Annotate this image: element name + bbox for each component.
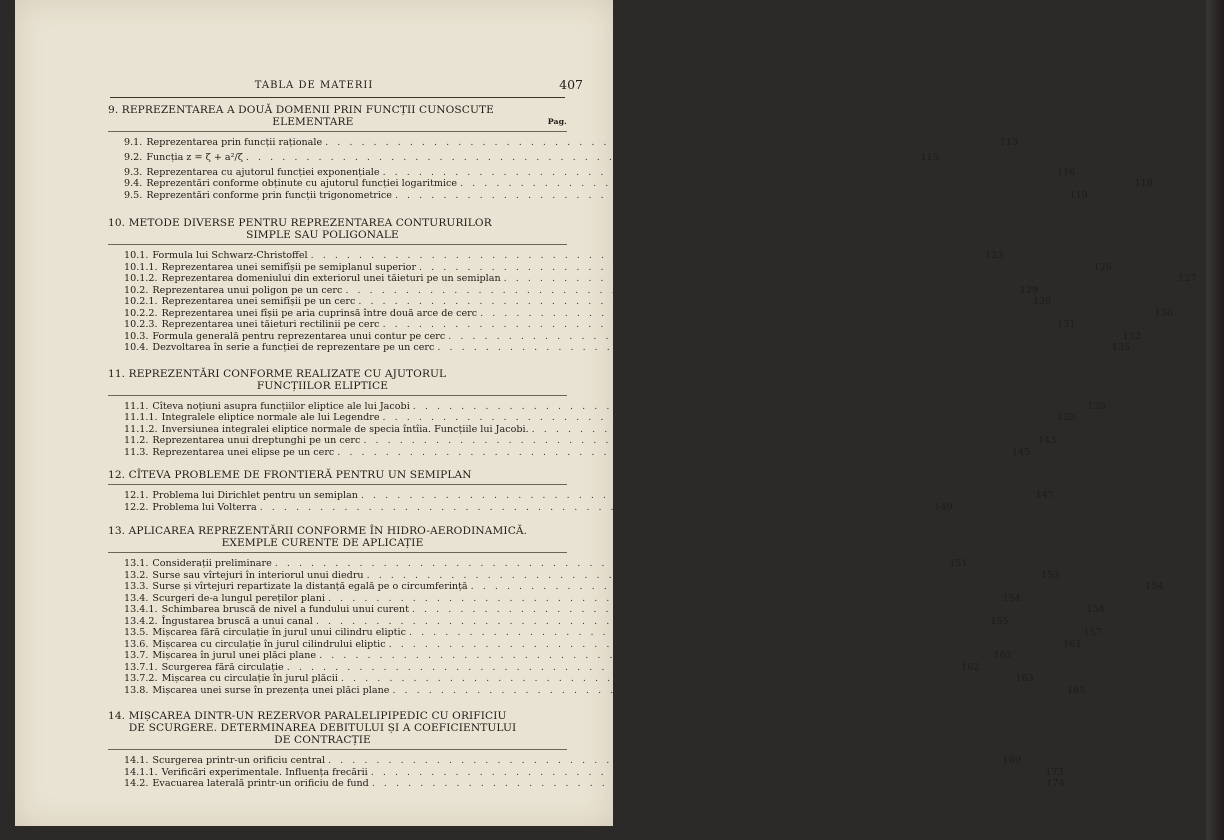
- entry-page: 143: [1037, 435, 1057, 446]
- dot-leader: . . . . . . . . . . . . . . . . . . . . . . . . . . . . . . . . . . . . . . . . . . . . . . . . . . . . . . . .: [382, 166, 1055, 178]
- entry-number: 10.3.: [124, 330, 149, 342]
- dot-leader: . . . . . . . . . . . . . . . . . . . . . . . . . . . . . . . . . . . . . . . . . . . . . . . . . . . . . . . .: [480, 307, 1152, 319]
- toc-section-12: [108, 469, 1054, 513]
- dot-leader: . . . . . . . . . . . . . . . . . . . . . . . . . . . . . . . . . . . . . . . . . . . . . . . . . . . . . . . .: [319, 650, 991, 661]
- section-title-line: DE CONTRACȚIE: [274, 734, 371, 746]
- entry-page: 165: [1066, 684, 1086, 696]
- entry-title: Mișcarea cu circulație în jurul cilindrului eliptic: [152, 638, 386, 650]
- dot-leader: . . . . . . . . . . . . . . . . . . . . . . . . . . . . . . . . . . . . . . . . . . . . . . . . . . . . . . . .: [370, 766, 1043, 778]
- toc-entry: [108, 650, 1012, 662]
- toc-section-9: [108, 104, 1153, 201]
- entry-title: Reprezentarea unui dreptunghi pe un cerc: [152, 435, 361, 446]
- entry-title: Verificări experimentale. Influența frecării: [161, 766, 368, 778]
- entry-page: 126: [1093, 261, 1112, 273]
- section-title-line: 11. REPREZENTĂRI CONFORME REALIZATE CU AJUTORUL: [108, 367, 447, 380]
- toc-entry: [108, 501, 953, 514]
- entry-number: 12.2.: [124, 501, 149, 513]
- dot-leader: . . . . . . . . . . . . . . . . . . . . . . . . . . . . . . . . . . . . . . . . . . . . . . . . . . . . . . . .: [419, 261, 1091, 273]
- entry-page: 113: [999, 137, 1018, 148]
- dot-leader: . . . . . . . . . . . . . . . . . . . . . . . . . . . . . . . . . . . . . . . . . . . . . . . . . . . . . . . .: [340, 673, 1013, 684]
- table-of-contents: [108, 104, 1204, 801]
- entry-title: Scurgerea fără circulație: [161, 661, 284, 673]
- section-rule: [108, 395, 567, 396]
- entry-number: 14.1.1.: [124, 766, 158, 778]
- entry-title: Reprezentarea unei semifîșii pe un cerc: [161, 296, 356, 307]
- entry-number: 13.6.: [124, 638, 149, 650]
- toc-entry: [108, 137, 1018, 149]
- toc-entry: [108, 490, 1054, 502]
- page-number: 407: [559, 77, 583, 92]
- section-rule: [108, 552, 567, 553]
- section-rule: [108, 749, 567, 750]
- entry-number: 10.1.2.: [124, 273, 158, 284]
- toc-entry: [108, 400, 1106, 413]
- entry-page: 130: [1154, 307, 1173, 319]
- entry-page: 145: [1011, 446, 1031, 458]
- dot-leader: . . . . . . . . . . . . . . . . . . . . . . . . . . . . . . . . . . . . . . . . . . . . . . . . . . . . . . . .: [363, 435, 1035, 446]
- toc-entry: [108, 307, 1173, 320]
- entry-page: 130: [1032, 296, 1052, 307]
- entry-title: Evacuarea laterală printr-un orificiu de fund: [152, 778, 369, 789]
- toc-entry: [108, 661, 980, 674]
- toc-entry: [108, 684, 1086, 697]
- toc-section-13: [108, 525, 1164, 696]
- section-title-line: EXEMPLE CURENTE DE APLICAȚIE: [221, 537, 424, 549]
- dot-leader: . . . . . . . . . . . . . . . . . . . . . . . . . . . . . . . . . . . . . . . . . . . . . . . . . . . . . . . .: [411, 604, 1084, 615]
- entry-page: 129: [1019, 284, 1039, 296]
- entry-number: 11.3.: [124, 446, 149, 458]
- toc-section-14: [108, 710, 1065, 790]
- section-rule: [108, 484, 567, 485]
- entry-title: Mișcarea fără circulație în jurul unui cilindru eliptic: [152, 627, 406, 638]
- entry-number: 10.2.2.: [124, 307, 158, 319]
- toc-entry: [108, 581, 1164, 593]
- toc-entry: [108, 284, 1039, 297]
- entry-page: 154: [1086, 604, 1105, 615]
- dot-leader: . . . . . . . . . . . . . . . . . . . . . . . . . . . . . . . . . . . . . . . . . . . . . . . . . . . . . . . .: [360, 490, 1033, 501]
- entry-page: 169: [1002, 755, 1021, 766]
- entry-title: Problema lui Volterra: [152, 501, 257, 513]
- dot-leader: . . . . . . . . . . . . . . . . . . . . . . . . . . . . . . . . . . . . . . . . . . . . . . . . . . . . . . . .: [382, 412, 1055, 423]
- entry-page: 147: [1035, 490, 1054, 501]
- section-title-line: ELEMENTARE: [272, 116, 354, 128]
- entry-page: 155: [990, 615, 1009, 627]
- dot-leader: . . . . . . . . . . . . . . . . . . . . . . . . . . . . . . . . . . . . . . . . . . . . . . . . . . . . . . . .: [460, 178, 1132, 189]
- entry-title: Cîteva noțiuni asupra funcțiilor eliptice ale lui Jacobi: [152, 400, 410, 412]
- entry-page: 173: [1045, 766, 1064, 778]
- entry-title: Schimbarea bruscă de nivel a fundului unui curent: [161, 604, 409, 615]
- entry-page: 154: [1145, 581, 1164, 592]
- section-title: [108, 469, 567, 481]
- toc-entry: [108, 627, 1102, 639]
- toc-entry: [108, 446, 1031, 459]
- dot-leader: . . . . . . . . . . . . . . . . . . . . . . . . . . . . . . . . . . . . . . . . . . . . . . . . . . . . . . . .: [315, 615, 988, 627]
- entry-page: 161: [1063, 638, 1082, 650]
- section-title: [108, 104, 567, 128]
- entry-number: 9.5.: [124, 189, 143, 201]
- dot-leader: . . . . . . . . . . . . . . . . . . . . . . . . . . . . . . . . . . . . . . . . . . . . . . . . . . . . . . . .: [388, 638, 1061, 650]
- entry-number: 10.4.: [124, 342, 149, 353]
- entry-number: 14.1.: [124, 755, 149, 766]
- entry-title: Problema lui Dirichlet pentru un semiplan: [152, 490, 358, 501]
- toc-entry: [108, 149, 939, 167]
- book-spine-edge: [1206, 0, 1224, 840]
- entry-number: 13.7.2.: [124, 673, 158, 684]
- dot-leader: . . . . . . . . . . . . . . . . . . . . . . . . . . . . . . . . . . . . . . . . . . . . . . . . . . . . . . . .: [371, 778, 1044, 789]
- entry-number: 11.1.2.: [124, 423, 158, 435]
- entry-number: 13.2.: [124, 569, 149, 581]
- section-title: [108, 368, 567, 392]
- dot-leader: . . . . . . . . . . . . . . . . . . . . . . . . . . . . . . . . . . . . . . . . . . . . . . . . . . . . . . . .: [448, 330, 1120, 342]
- toc-entry: [108, 261, 1112, 274]
- section-title: [108, 710, 567, 746]
- entry-number: 11.2.: [124, 435, 149, 446]
- entry-page: 123: [985, 250, 1004, 261]
- entry-title: Mișcarea în jurul unei plăci plane: [152, 650, 317, 661]
- entry-number: 13.5.: [124, 627, 149, 638]
- entry-title: Inversiunea integralei eliptice normale de specia întîia. Funcțiile lui Jacobi.: [161, 423, 529, 435]
- pag-column-label: Pag.: [547, 117, 567, 126]
- entry-number: 11.1.: [124, 400, 149, 412]
- entry-page: 149: [934, 501, 953, 513]
- book-page: [15, 0, 1204, 826]
- toc-entry: [108, 342, 1131, 354]
- toc-entry: [108, 330, 1142, 343]
- dot-leader: . . . . . . . . . . . . . . . . . . . . . . . . . . . . . . . . . . . . . . . . . . . . . . . . . . . . . . . .: [366, 569, 1039, 581]
- entry-title: Surse și vîrtejuri repartizate la distanță egală pe o circumferință: [152, 581, 468, 592]
- entry-title: Reprezentări conforme obținute cu ajutorul funcției logaritmice: [146, 178, 458, 189]
- entry-title: Formula lui Schwarz-Christoffel: [152, 250, 308, 261]
- entry-title: Scurgerea printr-un orificiu central: [152, 755, 326, 766]
- toc-entry: [108, 296, 1052, 308]
- section-title: [108, 525, 567, 549]
- entry-page: 151: [949, 558, 968, 569]
- toc-entry: [108, 166, 1076, 179]
- entry-title: Surse sau vîrtejuri în interiorul unui diedru: [152, 569, 364, 581]
- entry-title: Mișcarea unei surse în prezența unei plăci plane: [152, 684, 390, 696]
- toc-entry: [108, 319, 1076, 331]
- section-title-line: SIMPLE SAU POLIGONALE: [246, 229, 399, 241]
- toc-entry: [108, 273, 1197, 285]
- entry-title: Reprezentarea unei fîșii pe aria cuprinsă între două arce de cerc: [161, 307, 478, 319]
- entry-number: 13.3.: [124, 581, 149, 592]
- entry-title: Reprezentarea unei elipse pe un cerc: [152, 446, 335, 458]
- section-rule: [108, 131, 567, 132]
- entry-number: 9.1.: [124, 137, 143, 148]
- entry-title: Considerații preliminare: [152, 558, 272, 569]
- running-header-title: TABLA DE MATERII: [254, 80, 374, 91]
- toc-entry: [108, 673, 1034, 685]
- entry-number: 12.1.: [124, 490, 149, 501]
- entry-number: 9.2.: [124, 151, 143, 163]
- dot-leader: . . . . . . . . . . . . . . . . . . . . . . . . . . . . . . . . . . . . . . . . . . . . . . . . . . . . . . . .: [245, 151, 918, 163]
- entry-number: 13.7.1.: [124, 661, 158, 673]
- toc-entry: [108, 638, 1082, 651]
- entry-page: 131: [1057, 319, 1076, 330]
- header-rule: [110, 97, 565, 98]
- dot-leader: . . . . . . . . . . . . . . . . . . . . . . . . . . . . . . . . . . . . . . . . . . . . . . . . . . . . . . . .: [358, 296, 1030, 307]
- toc-entry: [108, 178, 1153, 190]
- dot-leader: . . . . . . . . . . . . . . . . . . . . . . . . . . . . . . . . . . . . . . . . . . . . . . . . . . . . . . . .: [394, 189, 1067, 201]
- entry-title: Reprezentarea unei semifîșii pe semiplanul superior: [161, 261, 417, 273]
- dot-leader: . . . . . . . . . . . . . . . . . . . . . . . . . . . . . . . . . . . . . . . . . . . . . . . . . . . . . . . .: [503, 273, 1176, 284]
- entry-number: 13.4.: [124, 592, 149, 604]
- section-title-line: 14. MIȘCAREA DINTR-UN REZERVOR PARALELIPIPEDIC CU ORIFICIU: [108, 710, 507, 722]
- dot-leader: . . . . . . . . . . . . . . . . . . . . . . . . . . . . . . . . . . . . . . . . . . . . . . . . . . . . . . . .: [531, 423, 1204, 435]
- entry-page: 119: [1069, 189, 1088, 201]
- entry-page: 154: [1002, 592, 1021, 604]
- entry-title: Reprezentarea cu ajutorul funcției exponențiale: [146, 166, 380, 178]
- entry-number: 13.4.2.: [124, 615, 158, 627]
- entry-title: Reprezentarea unui poligon pe un cerc: [152, 284, 343, 296]
- entry-page: 139: [1087, 400, 1106, 412]
- entry-page: 135: [1111, 342, 1131, 353]
- dot-leader: . . . . . . . . . . . . . . . . . . . . . . . . . . . . . . . . . . . . . . . . . . . . . . . . . . . . . . . .: [408, 627, 1081, 638]
- toc-entry: [108, 189, 1088, 202]
- entry-page: 115: [920, 151, 939, 163]
- toc-entry: [108, 569, 1060, 582]
- dot-leader: . . . . . . . . . . . . . . . . . . . . . . . . . . . . . . . . . . . . . . . . . . . . . . . . . . . . . . . .: [310, 250, 983, 261]
- toc-entry: [108, 766, 1064, 779]
- dot-leader: . . . . . . . . . . . . . . . . . . . . . . . . . . . . . . . . . . . . . . . . . . . . . . . . . . . . . . . .: [286, 661, 959, 673]
- entry-title: Reprezentarea prin funcții raționale: [146, 137, 323, 148]
- section-title-line: 13. APLICAREA REPREZENTĂRII CONFORME ÎN HIDRO-AERODINAMICĂ.: [108, 525, 528, 537]
- section-title-line: FUNCȚIILOR ELIPTICE: [256, 379, 389, 392]
- dot-leader: . . . . . . . . . . . . . . . . . . . . . . . . . . . . . . . . . . . . . . . . . . . . . . . . . . . . . . . .: [392, 684, 1064, 696]
- dot-leader: . . . . . . . . . . . . . . . . . . . . . . . . . . . . . . . . . . . . . . . . . . . . . . . . . . . . . . . .: [345, 284, 1017, 296]
- entry-page: 162: [961, 661, 980, 673]
- entry-title: Mișcarea cu circulație în jurul plăcii: [161, 673, 338, 684]
- dot-leader: . . . . . . . . . . . . . . . . . . . . . . . . . . . . . . . . . . . . . . . . . . . . . . . . . . . . . . . .: [382, 319, 1055, 330]
- toc-entry: [108, 250, 1004, 262]
- dot-leader: . . . . . . . . . . . . . . . . . . . . . . . . . . . . . . . . . . . . . . . . . . . . . . . . . . . . . . . .: [328, 755, 1000, 766]
- entry-page: 116: [1057, 166, 1076, 178]
- entry-title: Formula generală pentru reprezentarea unui contur pe cerc: [152, 330, 446, 342]
- entry-title: Scurgeri de-a lungul pereților plani: [152, 592, 326, 604]
- toc-entry: [108, 558, 968, 570]
- entry-number: 10.2.: [124, 284, 149, 296]
- toc-entry: [108, 778, 1065, 790]
- dot-leader: . . . . . . . . . . . . . . . . . . . . . . . . . . . . . . . . . . . . . . . . . . . . . . . . . . . . . . . .: [437, 342, 1109, 353]
- section-title-line: DE SCURGERE. DETERMINAREA DEBITULUI ȘI A COEFICIENTULUI: [128, 722, 517, 734]
- entry-page: 139: [1057, 412, 1076, 423]
- toc-entry: [108, 435, 1057, 447]
- entry-page: 163: [1015, 673, 1034, 684]
- toc-entry: [108, 592, 1021, 605]
- entry-number: 13.1.: [124, 558, 149, 569]
- toc-entry: [108, 604, 1105, 616]
- dot-leader: . . . . . . . . . . . . . . . . . . . . . . . . . . . . . . . . . . . . . . . . . . . . . . . . . . . . . . . .: [337, 446, 1009, 458]
- toc-entry: [108, 412, 1076, 424]
- entry-title: Reprezentarea unei tăieturi rectilinii pe cerc: [161, 319, 380, 330]
- entry-page: 118: [1134, 178, 1153, 189]
- entry-page: 127: [1178, 273, 1197, 284]
- entry-title: Reprezentări conforme prin funcții trigonometrice: [146, 189, 392, 201]
- dot-leader: . . . . . . . . . . . . . . . . . . . . . . . . . . . . . . . . . . . . . . . . . . . . . . . . . . . . . . . .: [274, 558, 947, 569]
- entry-number: 9.4.: [124, 178, 143, 189]
- entry-title: Integralele eliptice normale ale lui Legendre: [161, 412, 380, 423]
- entry-number: 10.1.: [124, 250, 149, 261]
- entry-number: 10.2.3.: [124, 319, 158, 330]
- toc-section-11: [108, 367, 1204, 459]
- dot-leader: . . . . . . . . . . . . . . . . . . . . . . . . . . . . . . . . . . . . . . . . . . . . . . . . . . . . . . . .: [328, 592, 1000, 604]
- toc-entry: [108, 423, 1204, 436]
- entry-title: Reprezentarea domeniului din exteriorul unei tăieturi pe un semiplan: [161, 273, 501, 284]
- dot-leader: . . . . . . . . . . . . . . . . . . . . . . . . . . . . . . . . . . . . . . . . . . . . . . . . . . . . . . . .: [412, 400, 1085, 412]
- toc-entry: [108, 615, 1009, 628]
- toc-entry: [108, 755, 1021, 767]
- entry-number: 13.7.: [124, 650, 149, 661]
- section-title-line: 9. REPREZENTAREA A DOUĂ DOMENII PRIN FUNCȚII CUNOSCUTE: [108, 104, 495, 116]
- entry-page: 174: [1046, 778, 1065, 789]
- entry-number: 13.4.1.: [124, 604, 158, 615]
- entry-number: 13.8.: [124, 684, 149, 696]
- section-title: [108, 217, 567, 241]
- entry-page: 132: [1122, 330, 1142, 342]
- entry-page: 153: [1041, 569, 1060, 581]
- toc-section-10: [108, 217, 1197, 354]
- entry-number: 11.1.1.: [124, 412, 158, 423]
- dot-leader: . . . . . . . . . . . . . . . . . . . . . . . . . . . . . . . . . . . . . . . . . . . . . . . . . . . . . . . .: [470, 581, 1143, 592]
- section-rule: [108, 244, 567, 245]
- entry-page: 162: [993, 650, 1012, 661]
- section-title-line: 10. METODE DIVERSE PENTRU REPREZENTAREA CONTURURILOR: [108, 217, 492, 229]
- entry-number: 10.2.1.: [124, 296, 158, 307]
- entry-number: 10.1.1.: [124, 261, 158, 273]
- entry-page: 157: [1083, 627, 1102, 638]
- dot-leader: . . . . . . . . . . . . . . . . . . . . . . . . . . . . . . . . . . . . . . . . . . . . . . . . . . . . . . . .: [325, 137, 997, 148]
- section-title-line: 12. CÎTEVA PROBLEME DE FRONTIERĂ PENTRU UN SEMIPLAN: [108, 469, 472, 481]
- entry-title: Îngustarea bruscă a unui canal: [161, 615, 313, 627]
- entry-title: Funcția z = ζ + a²/ζ: [146, 151, 243, 163]
- entry-number: 14.2.: [124, 778, 149, 789]
- dot-leader: . . . . . . . . . . . . . . . . . . . . . . . . . . . . . . . . . . . . . . . . . . . . . . . . . . . . . . . .: [259, 501, 932, 513]
- entry-number: 9.3.: [124, 166, 143, 178]
- entry-title: Dezvoltarea în serie a funcției de reprezentare pe un cerc: [152, 342, 435, 353]
